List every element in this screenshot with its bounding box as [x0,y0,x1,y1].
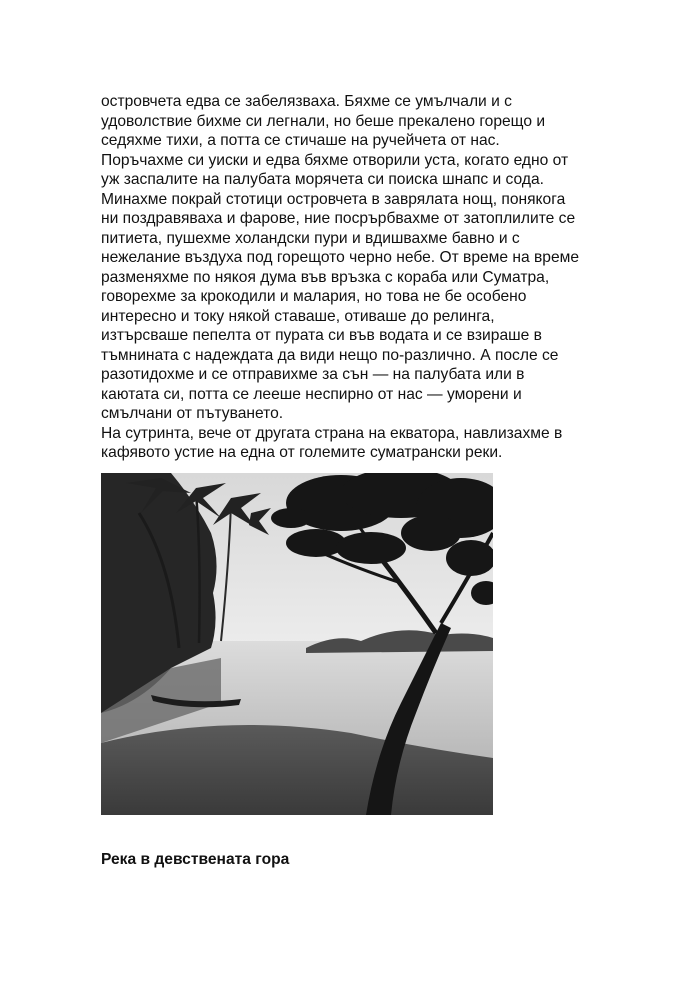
river-jungle-photo [101,473,493,815]
text-line: Поръчахме си уиски и едва бяхме отворили уста, когато едно от [101,151,569,169]
text-line: питиета, пушехме холандски пури и вдишвахме бавно и с [101,229,520,247]
text-line: разотидохме и се отправихме за сън — на палубата или в [101,366,525,383]
text-line: удоволствие бихме си легнали, но беше прекалено горещо и [101,112,546,130]
text-line: островчета едва се забелязваха. Бяхме се умълчали и с [101,93,512,110]
text-line: седяхме тихи, а потта се стичаше на ручейчета от нас. [101,132,500,149]
text-line: интересно и току някой ставаше, отиваше до релинга, [101,307,495,325]
text-line: нежелание въздуха под горещото черно небе. От време на време [101,249,580,266]
text-line: изтърсваше пепелта от пурата си във водата и се взираше в [101,327,542,344]
text-line: ни поздравяваха и фарове, ние посрърбвахме от затоплилите се [101,210,576,227]
river-scene-illustration [101,473,493,815]
text-line: смълчани от пътуването. [101,405,284,422]
text-line: каютата си, потта се лееше неспирно от нас — уморени и [101,385,522,403]
photo-caption: Река в девствената гора [101,851,290,868]
body-text [101,92,601,463]
text-line: уж заспалите на палубата морячета си поиска шнапс и сода. [101,171,544,188]
text-line: говорехме за крокодили и малария, но това не бе особено [101,288,527,305]
text-line: кафявото устие на една от големите суматрански реки. [101,444,503,461]
text-line: Минахме покрай стотици островчета в заврялата нощ, понякога [101,190,566,208]
text-line: разменяхме по някоя дума във връзка с кораба или Суматра, [101,268,550,286]
text-line: тъмнината с надеждата да види нещо по-различно. А после се [101,346,559,364]
text-line: На сутринта, вече от другата страна на екватора, навлизахме в [101,424,563,442]
